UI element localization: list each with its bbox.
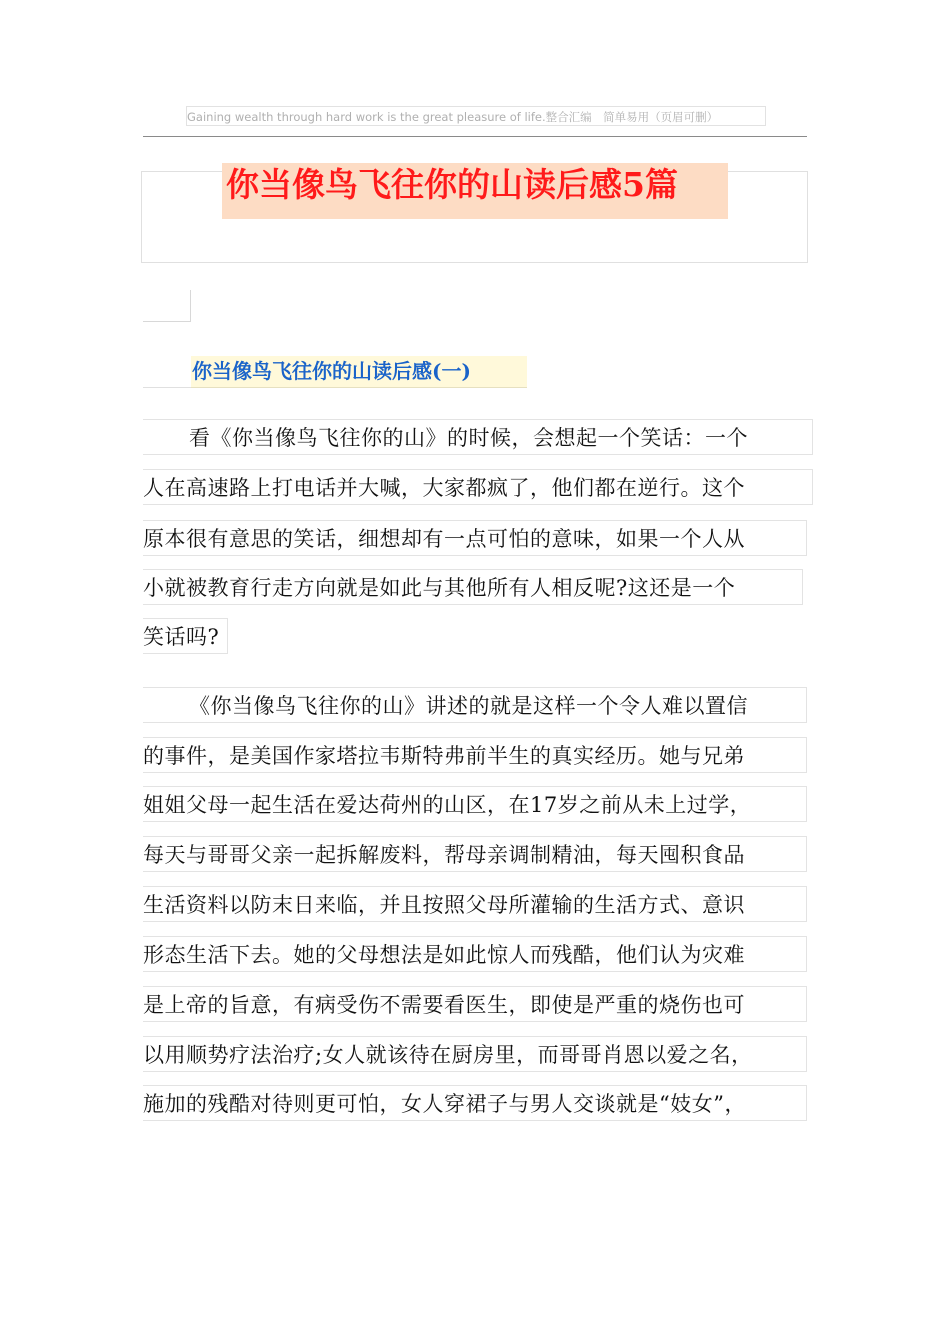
section-heading: 你当像鸟飞往你的山读后感(一) (191, 356, 527, 388)
paragraph-2-line: 姐姐父母一起生活在爱达荷州的山区，在17岁之前从未上过学， (143, 786, 807, 822)
header-rule (143, 136, 807, 137)
paragraph-1-line: 看《你当像鸟飞往你的山》的时候，会想起一个笑话：一个 (143, 419, 813, 455)
paragraph-1-line: 笑话吗? (143, 618, 228, 654)
corner-marker (143, 290, 191, 322)
document-title: 你当像鸟飞往你的山读后感5篇 (222, 163, 728, 219)
paragraph-2-line: 生活资料以防末日来临，并且按照父母所灌输的生活方式、意识 (143, 886, 807, 922)
paragraph-2-line: 《你当像鸟飞往你的山》讲述的就是这样一个令人难以置信 (143, 687, 807, 723)
paragraph-1-line: 小就被教育行走方向就是如此与其他所有人相反呢?这还是一个 (143, 569, 803, 605)
paragraph-2-line: 形态生活下去。她的父母想法是如此惊人而残酷，他们认为灾难 (143, 936, 807, 972)
paragraph-1-line: 人在高速路上打电话并大喊，大家都疯了，他们都在逆行。这个 (143, 469, 813, 505)
paragraph-2-line: 以用顺势疗法治疗;女人就该待在厨房里，而哥哥肖恩以爱之名， (143, 1036, 807, 1072)
header-text: Gaining wealth through hard work is the great pleasure of life.整合汇编 简单易用（页眉可删） (186, 106, 766, 126)
paragraph-2-line: 是上帝的旨意，有病受伤不需要看医生，即使是严重的烧伤也可 (143, 986, 807, 1022)
heading-underline (143, 387, 191, 388)
paragraph-2-line: 施加的残酷对待则更可怕，女人穿裙子与男人交谈就是“妓女”， (143, 1085, 807, 1121)
paragraph-2-line: 的事件，是美国作家塔拉韦斯特弗前半生的真实经历。她与兄弟 (143, 737, 807, 773)
paragraph-2-line: 每天与哥哥父亲一起拆解废料，帮母亲调制精油，每天囤积食品 (143, 836, 807, 872)
paragraph-1-line: 原本很有意思的笑话，细想却有一点可怕的意味，如果一个人从 (143, 520, 807, 556)
